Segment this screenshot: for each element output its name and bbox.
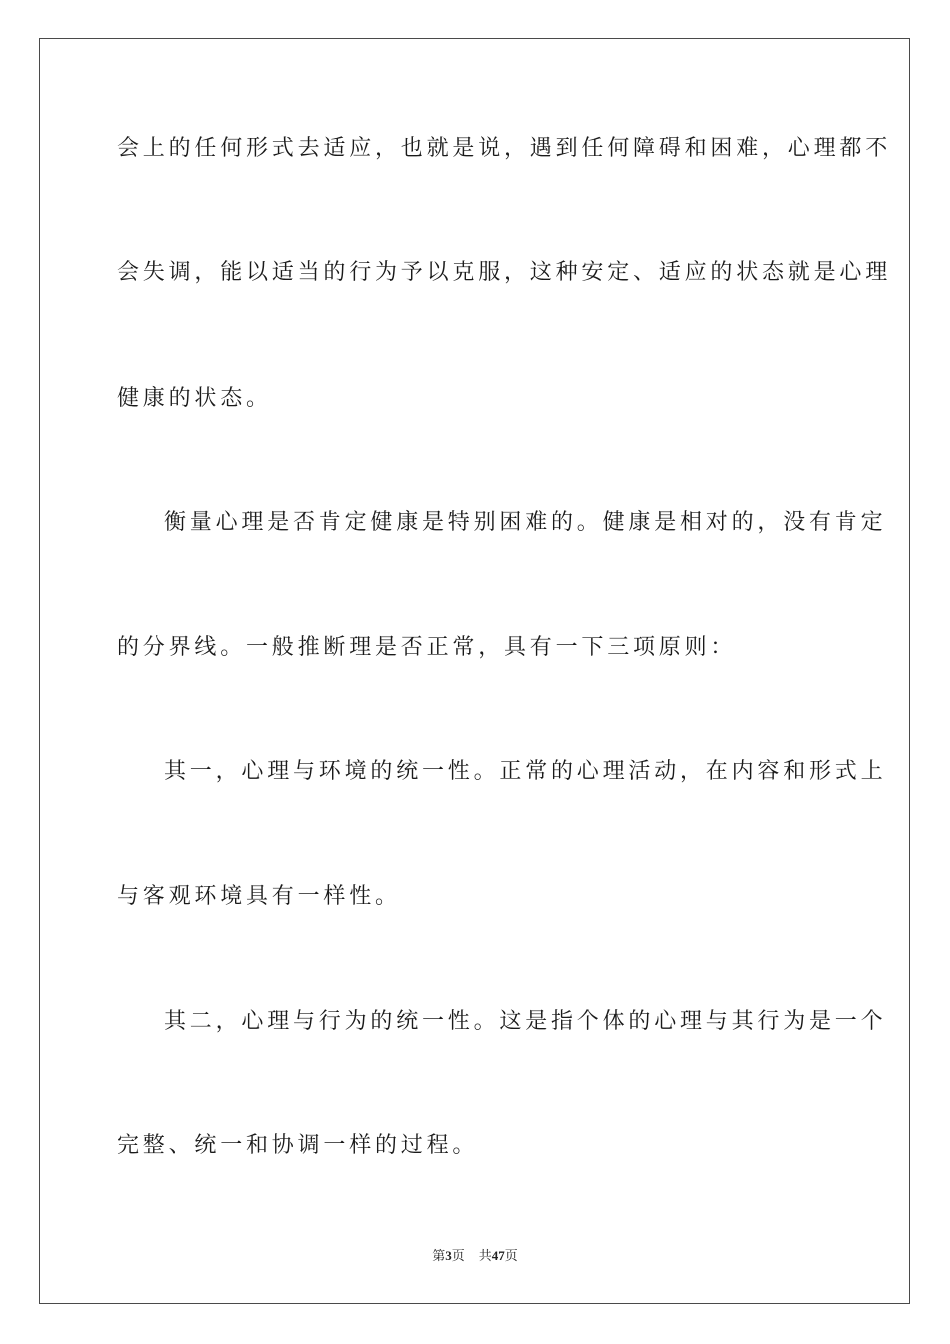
body-text-line: 会失调，能以适当的行为予以克服，这种安定、适应的状态就是心理 xyxy=(117,260,892,285)
page-footer xyxy=(0,1247,950,1266)
page-border xyxy=(39,38,910,1304)
body-text-line: 会上的任何形式去适应，也就是说，遇到任何障碍和困难，心理都不 xyxy=(117,136,892,161)
body-text-line: 与客观环境具有一样性。 xyxy=(117,884,401,909)
total-suffix: 页 xyxy=(504,1249,518,1264)
body-text-line: 健康的状态。 xyxy=(117,386,272,411)
page-number: 3 xyxy=(445,1248,452,1263)
body-text-line: 的分界线。一般推断理是否正常，具有一下三项原则： xyxy=(117,635,737,660)
body-text-line: 其二，心理与行为的统一性。这是指个体的心理与其行为是一个 xyxy=(164,1009,887,1034)
page-prefix: 第 xyxy=(432,1249,446,1264)
total-prefix: 共 xyxy=(478,1249,492,1264)
total-pages: 47 xyxy=(491,1248,505,1263)
body-text-line: 衡量心理是否肯定健康是特别困难的。健康是相对的，没有肯定 xyxy=(164,510,887,535)
body-text-line: 其一，心理与环境的统一性。正常的心理活动，在内容和形式上 xyxy=(164,759,887,784)
page-suffix: 页 xyxy=(451,1249,465,1264)
body-text-line: 完整、统一和协调一样的过程。 xyxy=(117,1133,479,1158)
